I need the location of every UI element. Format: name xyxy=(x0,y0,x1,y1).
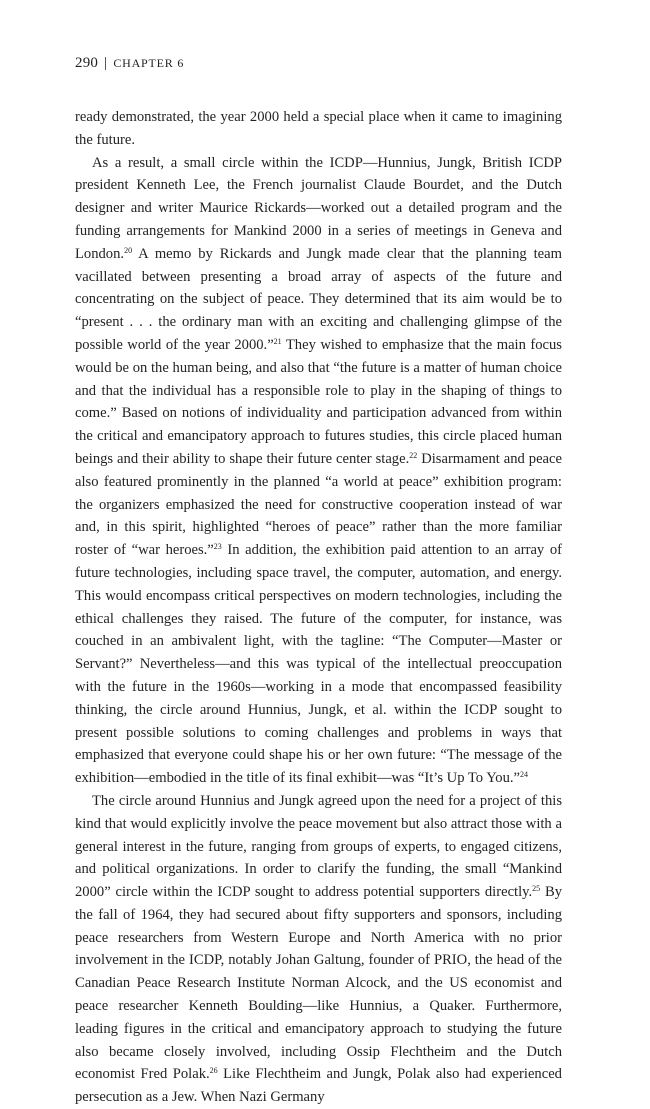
header-separator: | xyxy=(104,55,108,71)
paragraph-1 xyxy=(75,106,562,152)
text-run: The circle around Hunnius and Jungk agreed upon the need for a project of this kind that would explicitly involve the peace movement but also attract those with a general interest in the future, ranging from groups of experts, to engaged citizens, and political organizations. In order to clarify the funding, the small “Mankind 2000” circle within the ICDP sought to address potential supporters directly. xyxy=(75,792,562,901)
body-text xyxy=(75,106,562,1109)
footnote-ref: 21 xyxy=(273,336,282,346)
chapter-label: CHAPTER 6 xyxy=(113,56,185,70)
text-run: They wished to emphasize that the main focus would be on the human being, and also that “the future is a matter of human choice and that the individual has a responsible role to play in the shaping of things to come.” Based on notions of individuality and participation advanced from within the critical and emancipatory approach to futures studies, this circle placed human beings and their ability to shape their future center stage. xyxy=(75,336,562,467)
text-run: As a result, a small circle within the ICDP—Hunnius, Jungk, British ICDP president Kenneth Lee, the French journalist Claude Bourdet, and the Dutch designer and writer Maurice Rickards—worked out a detailed program and the funding arrangements for Mankind 2000 in a series of meetings in Geneva and London. xyxy=(75,154,562,262)
footnote-ref: 26 xyxy=(209,1066,218,1076)
text-run: Like Flechtheim and Jungk, Polak also had experienced persecution as a Jew. When Nazi Germany xyxy=(75,1066,562,1106)
text-run: In addition, the exhibition paid attention to an array of future technologies, including space travel, the computer, automation, and energy. This would encompass critical perspectives on modern technologies, including the ethical challenges they raised. The future of the computer, for instance, was couched in an ambivalent light, with the tagline: “The Computer—Master or Servant?” Nevertheless—and this was typical of the intellectual preoccupation with the future in the 1960s—working in a mode that encompassed feasibility thinking, the circle around Hunnius, Jungk, et al. within the ICDP sought to present possible solutions to coming challenges and problems in ways that emphasized that everyone could shape his or her own future: “The message of the exhibition—embodied in the title of its final exhibit—was “It’s Up To You.” xyxy=(75,542,562,787)
footnote-ref: 23 xyxy=(213,542,222,552)
paragraph-2 xyxy=(75,152,562,790)
page-number: 290 xyxy=(75,55,99,71)
footnote-ref: 20 xyxy=(124,245,133,255)
text-run: A memo by Rickards and Jungk made clear that the planning team vacillated between presenting a broad array of aspects of the future and concentrating on the subject of peace. They determined that its aim would be to “present . . . the ordinary man with an exciting and challenging glimpse of the possible world of the year 2000.” xyxy=(75,245,562,353)
text-run: Disarmament and peace also featured prominently in the planned “a world at peace” exhibition program: the organizers emphasized the need for constructive cooperation instead of war and, in this spirit, highlighted “heroes of peace” rather than the more familiar roster of “war heroes.” xyxy=(75,450,562,559)
footnote-ref: 24 xyxy=(520,770,528,780)
text-run: ready demonstrated, the year 2000 held a special place when it came to imagining the future. xyxy=(75,109,562,148)
paragraph-3 xyxy=(75,790,562,1109)
footnote-ref: 25 xyxy=(532,884,541,894)
running-head xyxy=(75,55,184,72)
footnote-ref: 22 xyxy=(409,450,418,460)
text-run: By the fall of 1964, they had secured about fifty supporters and sponsors, including peace researchers from Western Europe and North America with no prior involvement in the ICDP, notably Johan Galtung, founder of PRIO, the head of the Canadian Peace Research Institute Norman Alcock, and the US economist and peace researcher Kenneth Boulding—like Hunnius, a Quaker. Furthermore, leading figures in the critical and emancipatory approach to studying the future also became closely involved, including Ossip Flechtheim and the Dutch economist Fred Polak. xyxy=(75,884,562,1083)
